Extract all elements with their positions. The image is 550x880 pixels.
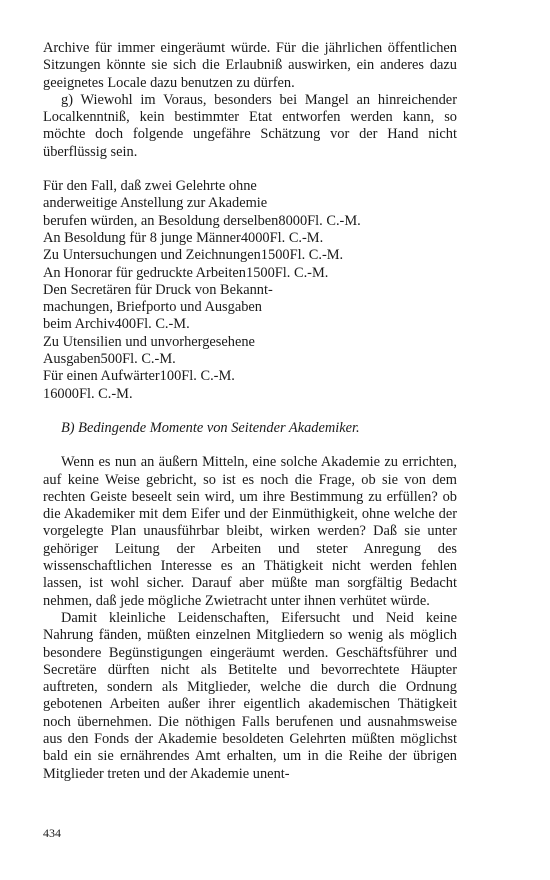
budget-total: 16000Fl. C.-M.: [43, 385, 133, 402]
paragraph-spirit: Wenn es nun an äußern Mitteln, eine solche Akademie zu errichten, auf keine Weise gebricht, so ist es noch die Frage, ob sie von dem rechten Geiste beseelt sein wird, um ihre Bestimmung zu erfüllen? ob die Akademiker mit dem Eifer und der Einmüthigkeit, ohne welche der vorgelegte Plan unausführbar bleibt, wirken werden? Daß sie unter gehöriger Leitung der Arbeiten und steter Anregung des wissenschaftlichen Interesse es an Thätigkeit nicht werden fehlen lassen, ist wohl sicher. Darauf aber müßte man sorgfältig Bedacht nehmen, daß jede mögliche Zwietracht unter ihnen verhütet würde.: [43, 454, 457, 609]
spacer: [43, 403, 457, 420]
budget-line: An Honorar für gedruckte Arbeiten1500Fl. C.-M.: [43, 264, 329, 281]
page-number: 434: [43, 826, 61, 840]
paragraph-budget-intro: g) Wiewohl im Voraus, besonders bei Mangel an hinreichender Localkenntniß, kein bestimmter Etat entworfen werden kann, so möchte doch folgende ungefähre Schätzung vor der Hand nicht überflüssig sein.: [43, 91, 457, 160]
budget-line: Zu Untersuchungen und Zeichnungen1500Fl. C.-M.: [43, 247, 344, 264]
budget-line: berufen würden, an Besoldung derselben8000Fl. C.-M.: [43, 212, 361, 229]
paragraph-passions: Damit kleinliche Leidenschaften, Eifersucht und Neid keine Nahrung fänden, müßten einzelnen Mitgliedern so wenig als möglich besondere Begünstigungen eingeräumt werden. Geschäftsführer und Secretäre dürften nicht als Betitelte und bevorrechtete Häupter auftreten, sondern als Mitglieder, welche die durch die Ordnung gebotenen Arbeiten außer ihrer eigentlich akademischen Thätigkeit noch übernehmen. Die nöthigen Falls berufenen und ausnahmsweise aus den Fonds der Akademie besoldeten Gelehrten müßten möglichst bald ein sie ernährendes Amt erhalten, um in die Reihe der übrigen Mitglieder treten und der Akademie unent-: [43, 609, 457, 782]
budget-line: Für einen Aufwärter100Fl. C.-M.: [43, 368, 235, 385]
budget-line: machungen, Briefporto und Ausgaben: [43, 299, 263, 316]
budget-line: beim Archiv400Fl. C.-M.: [43, 316, 190, 333]
budget-line: Zu Utensilien und unvorhergesehene: [43, 333, 255, 350]
section-heading: B) Bedingende Momente von Seitender Akademiker.: [61, 419, 360, 436]
budget-line: An Besoldung für 8 junge Männer4000Fl. C.-M.: [43, 229, 324, 246]
paragraph-archive: Archive für immer eingeräumt würde. Für die jährlichen öffentlichen Sitzungen könnte sie sich die Erlaubniß auswirken, ein anderes dazu geeignetes Locale dazu benutzen zu dürfen.: [43, 40, 457, 91]
spacer: [43, 437, 457, 454]
spacer: [43, 161, 457, 178]
budget-line: Ausgaben500Fl. C.-M.: [43, 351, 176, 368]
budget-line: Für den Fall, daß zwei Gelehrte ohne: [43, 178, 257, 195]
budget-list: [43, 178, 457, 403]
budget-line: anderweitige Anstellung zur Akademie: [43, 195, 268, 212]
budget-line: Den Secretären für Druck von Bekannt-: [43, 281, 273, 298]
page-body: [43, 40, 457, 783]
